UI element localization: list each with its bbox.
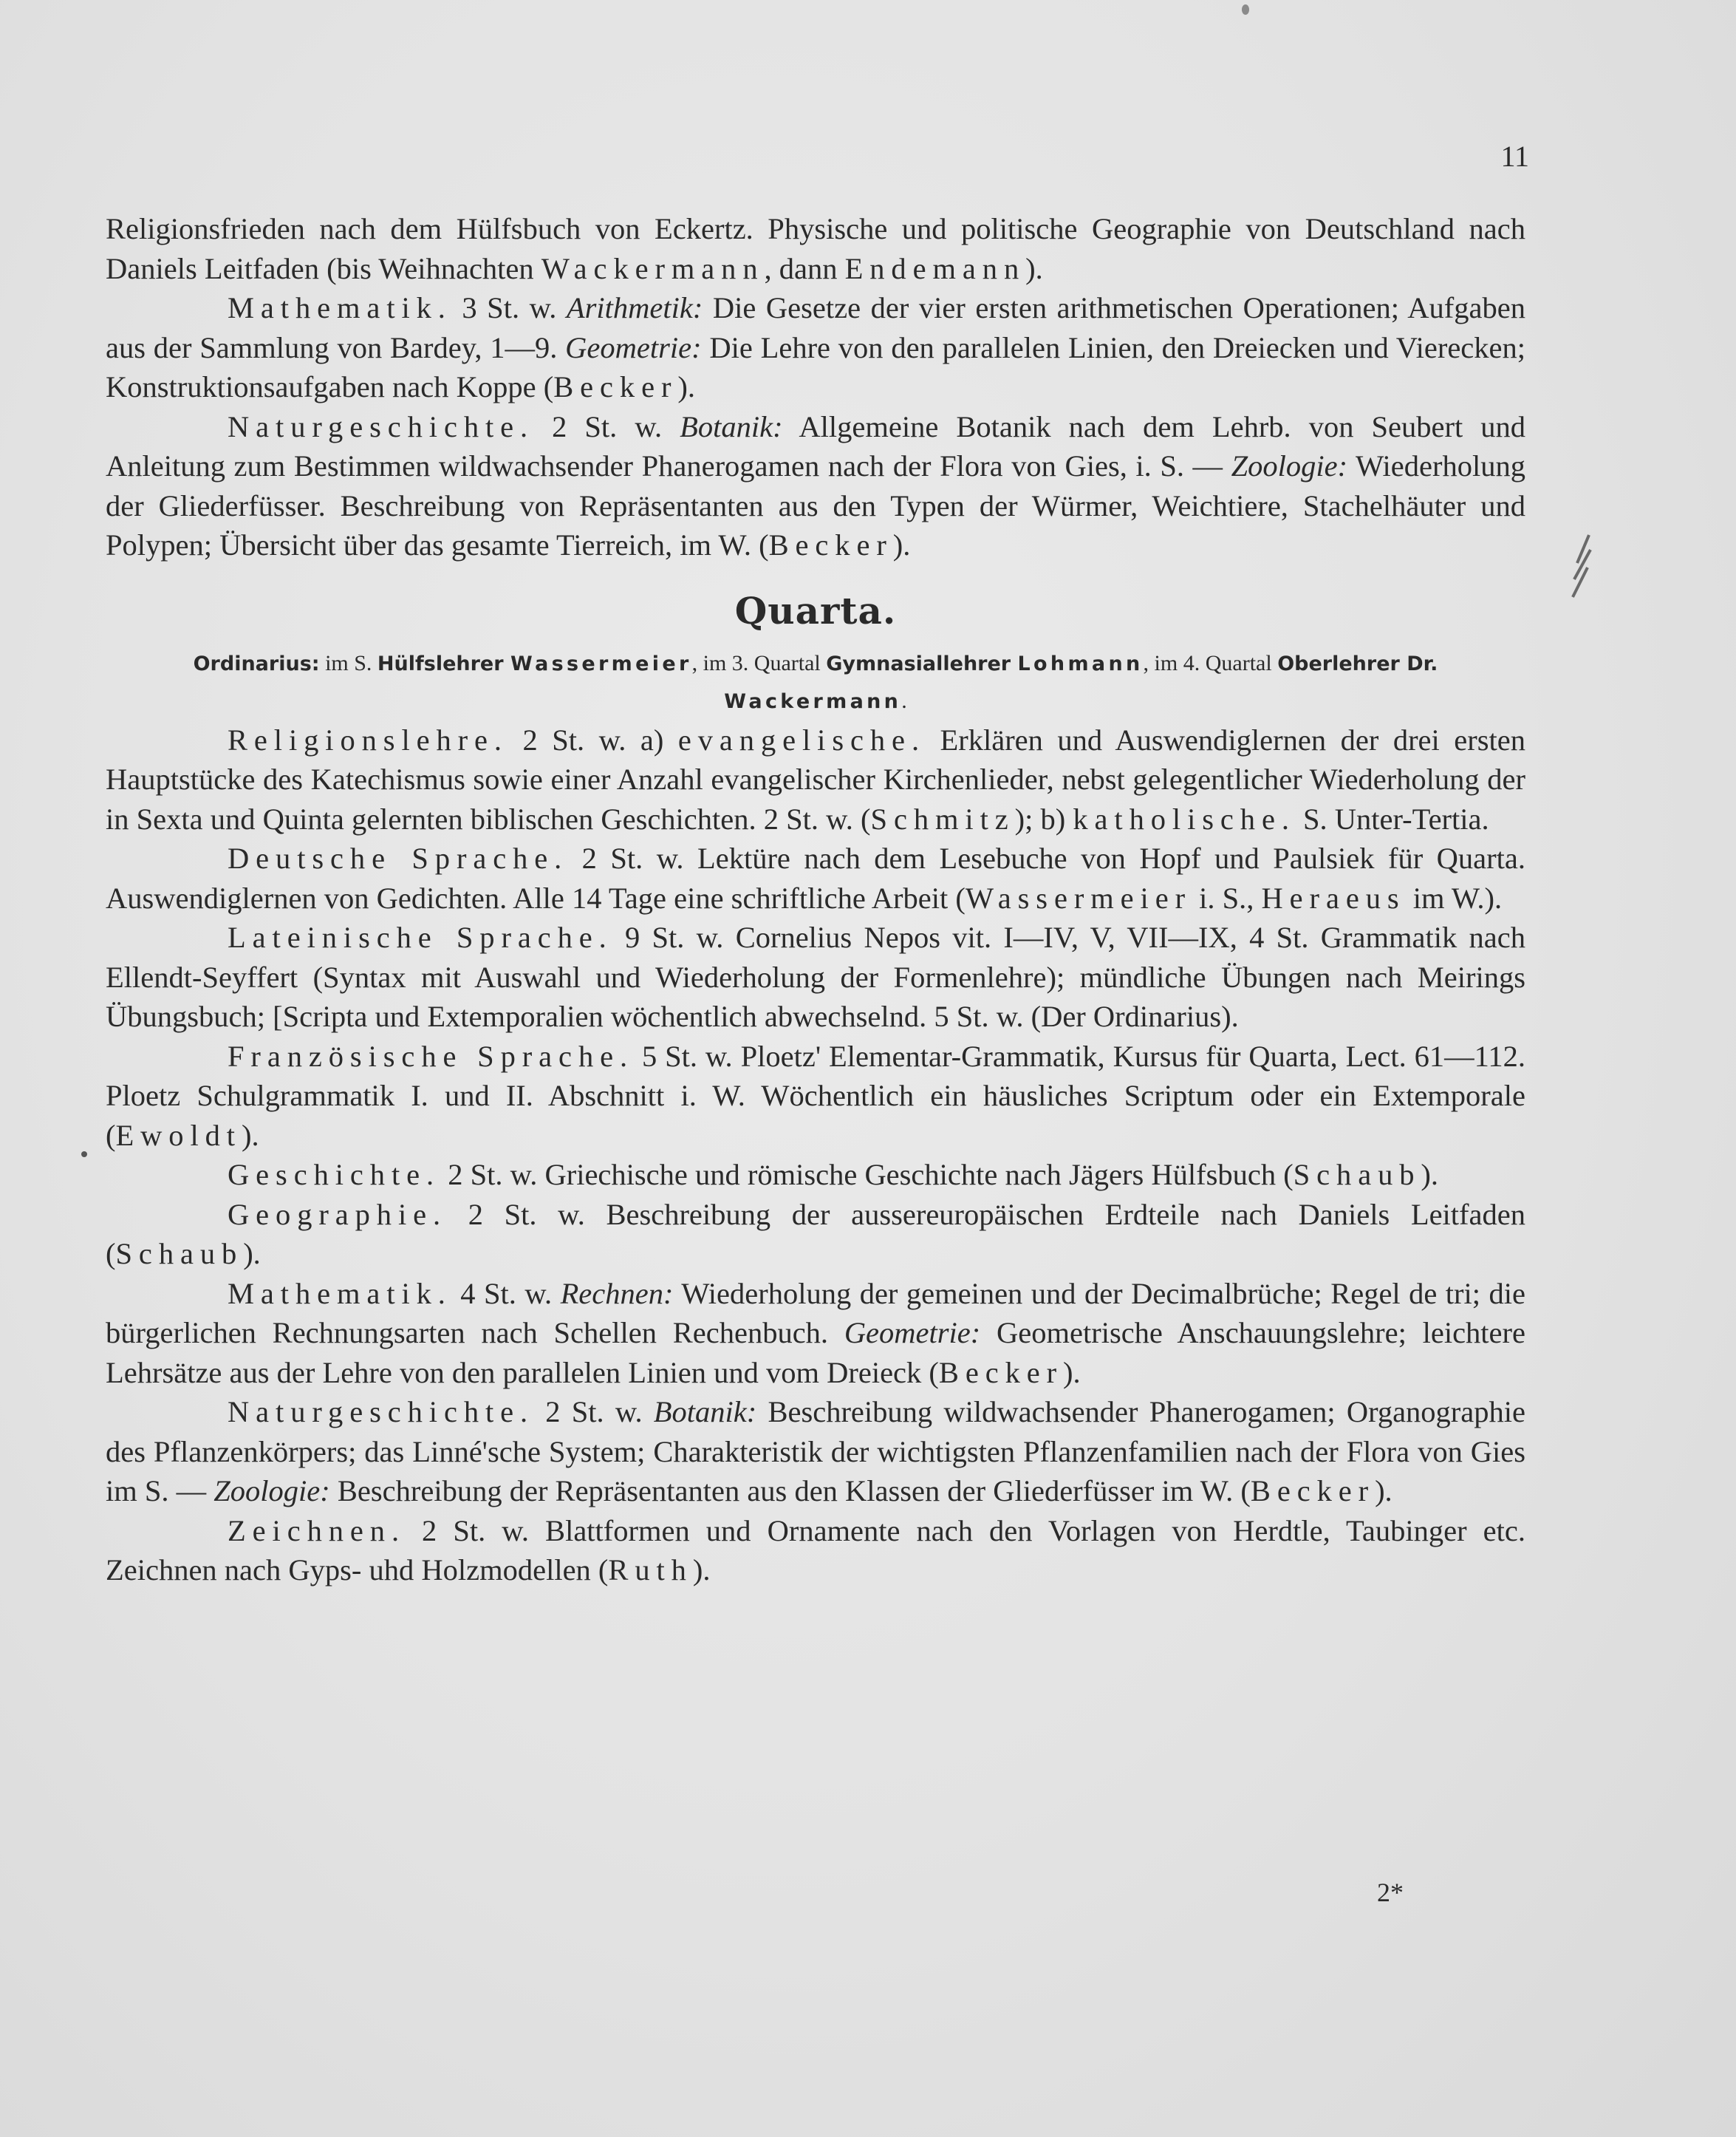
paragraph-geschichte: Geschichte. 2 St. w. Griechische und römische Geschichte nach Jägers Hülfsbuch (Schaub). xyxy=(228,1158,1439,1191)
page-number: 11 xyxy=(1500,140,1529,173)
paragraph-mathematik: Mathematik. 4 St. w. Rechnen: Wiederholung der gemeinen und der Decimalbrüche; Regel de tri; die bürgerlichen Rechnungsarten nach Schellen Rechenbuch. Geometrie: Geometrische Anschauungslehre; leichtere Lehrsätze aus der Lehre von den parallelen Linien und vom Dreieck (Becker). xyxy=(106,1276,1525,1389)
paragraph-deutsche-sprache: Deutsche Sprache. 2 St. w. Lektüre nach dem Lesebuche von Hopf und Paulsiek für Quarta. Auswendiglernen von Gedichten. Alle 14 Tage eine schriftliche Arbeit (Wassermeier i. S., Heraeus im W.). xyxy=(106,842,1525,915)
paragraph-naturgeschichte: Naturgeschichte. 2 St. w. Botanik: Beschreibung wildwachsender Phanerogamen; Organographie des Pflanzenkörpers; das Linné'sche System; Charakteristik der wichtigsten Pflanzenfamilien nach der Flora von Gies im S. — Zoologie: Beschreibung der Repräsentanten aus den Klassen der Gliederfüsser im W. (Becker). xyxy=(106,1395,1525,1507)
paragraph-religionsfrieden: Religionsfrieden nach dem Hülfsbuch von Eckertz. Physische und politische Geographie von Deutschland nach Daniels Leitfaden (bis Weihnachten Wackermann, dann Endemann). xyxy=(106,212,1525,285)
scan-speck xyxy=(1242,4,1249,15)
paragraph-zeichnen: Zeichnen. 2 St. w. Blattformen und Ornamente nach den Vorlagen von Herdtle, Taubinger etc. Zeichnen nach Gyps- uhd Holzmodellen (Ruth). xyxy=(106,1513,1525,1586)
paragraph-lateinische-sprache: Lateinische Sprache. 9 St. w. Cornelius Nepos vit. I—IV, V, VII—IX, 4 St. Grammatik nach Ellendt-Seyffert (Syntax mit Auswahl und Wiederholung der Formenlehre); mündliche Übungen nach Meirings Übungsbuch; [Scripta und Extemporalien wöchentlich abwechselnd. 5 St. w. (Der Ordinarius). xyxy=(106,921,1525,1033)
paragraph-naturgeschichte-quinta: Naturgeschichte. 2 St. w. Botanik: Allgemeine Botanik nach dem Lehrb. von Seubert und Anleitung zum Bestimmen wildwachsender Phanerogamen nach der Flora von Gies, i. S. — Zoologie: Wiederholung der Gliederfüsser. Beschreibung von Repräsentanten aus den Typen der Würmer, Weichtiere, Stachelhäuter und Polypen; Übersicht über das gesamte Tierreich, im W. (Becker). xyxy=(106,409,1525,562)
paragraph-geographie: Geographie. 2 St. w. Beschreibung der aussereuropäischen Erdteile nach Daniels Leitfaden (Schaub). xyxy=(106,1197,1525,1270)
paragraph-franzoesische-sprache: Französische Sprache. 5 St. w. Ploetz' Elementar-Grammatik, Kursus für Quarta, Lect. 61—112. Ploetz Schulgrammatik I. und II. Abschnitt i. W. Wöchentlich ein häusliches Scriptum oder ein Extemporale (Ewoldt). xyxy=(106,1039,1525,1152)
signature-mark: 2* xyxy=(1377,1878,1404,1907)
pencil-mark-icon xyxy=(1570,534,1592,600)
paragraph-mathematik-quinta: Mathematik. 3 St. w. Arithmetik: Die Gesetze der vier ersten arithmetischen Operationen; Aufgaben aus der Sammlung von Bardey, 1—9. Geometrie: Die Lehre von den parallelen Linien, den Dreiecken und Vierecken; Konstruktionsaufgaben nach Koppe (Becker). xyxy=(106,291,1526,403)
ordinarius-line: Ordinarius: im S. Hülfslehrer Wassermeier, im 3. Quartal Gymnasiallehrer Lohmann, im 4. Quartal Oberlehrer Dr. Wackermann. xyxy=(193,650,1438,713)
section-heading: Quarta. xyxy=(734,588,897,633)
body-text xyxy=(106,209,1525,1590)
paragraph-religionslehre: Religionslehre. 2 St. w. a) evangelische. Erklären und Auswendiglernen der drei ersten Hauptstücke des Katechismus sowie einer Anzahl evangelischer Kirchenlieder, nebst gelegentlicher Wiederholung der in Sexta und Quinta gelernten biblischen Geschichten. 2 St. w. (Schmitz); b) katholische. S. Unter-Tertia. xyxy=(106,723,1525,836)
scan-speck xyxy=(81,1151,87,1157)
